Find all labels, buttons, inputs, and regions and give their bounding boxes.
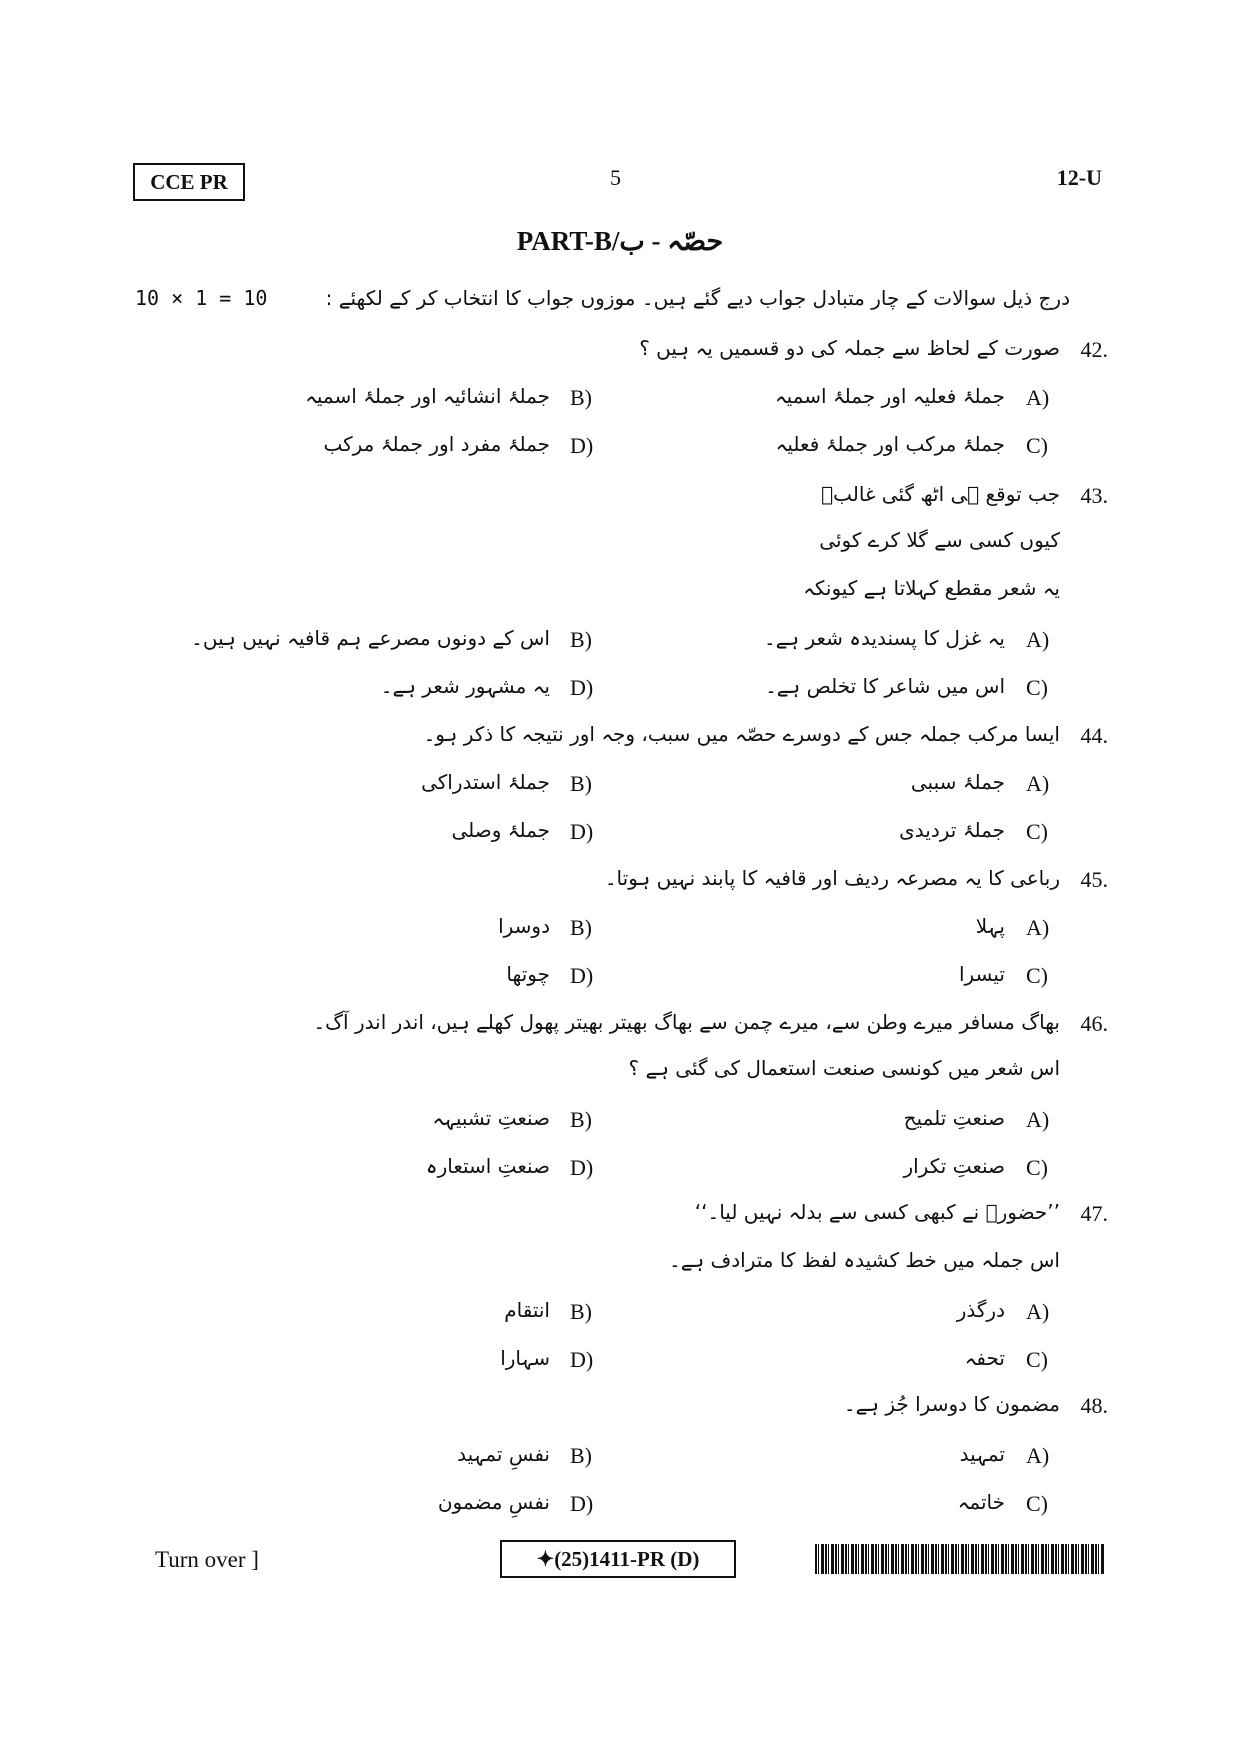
option-text: جملۂ فعلیہ اور جملۂ اسمیہ [774,384,1005,408]
option-letter: C) [1026,963,1048,988]
option-text: تیسرا [958,962,1005,986]
option-letter: A) [1026,915,1050,940]
option-text: سہارا [500,1346,550,1370]
question-number: 43. [1080,483,1108,508]
question-text: کیوں کسی سے گلا کرے کوئی [819,528,1060,552]
option-letter: D) [570,433,594,458]
option-text: صنعتِ استعارہ [425,1154,550,1178]
option-letter: B) [570,627,592,652]
option-text: جملۂ سببی [910,770,1005,794]
option-text: جملۂ مرکب اور جملۂ فعلیہ [775,432,1005,456]
option-text: انتقام [504,1298,550,1322]
question-text: یہ شعر مقطع کہلاتا ہے کیونکہ [803,576,1060,600]
option-letter: B) [570,1299,592,1324]
option-letter: A) [1026,1443,1050,1468]
question-number: 48. [1080,1393,1108,1418]
page-number: 5 [610,165,621,190]
option-letter: D) [570,675,594,700]
option-letter: A) [1026,385,1050,410]
option-letter: A) [1026,1107,1050,1132]
question-text: رباعی کا یہ مصرعہ ردیف اور قافیہ کا پابند نہیں ہوتا۔ [604,866,1060,890]
option-text: نفسِ مضمون [437,1490,550,1514]
option-text: درگذر [956,1298,1005,1322]
option-letter: C) [1026,819,1048,844]
option-letter: B) [570,385,592,410]
option-text: پہلا [975,914,1005,938]
option-text: جملۂ مفرد اور جملۂ مرکب [323,432,550,456]
option-letter: D) [570,1155,594,1180]
option-letter: C) [1026,1347,1048,1372]
part-title: PART-B/حصّہ - ب [516,226,724,256]
barcode-icon [815,1544,1105,1574]
question-number: 42. [1080,337,1108,362]
turn-over-note: Turn over ] [155,1547,259,1572]
option-letter: D) [570,963,594,988]
option-letter: C) [1026,433,1048,458]
option-text: جملۂ تردیدی [899,818,1005,842]
question-text: مضمون کا دوسرا جُز ہے۔ [843,1392,1060,1416]
option-text: دوسرا [498,914,550,938]
option-text: اس کے دونوں مصرعے ہم قافیہ نہیں ہیں۔ [191,626,550,650]
footer-code-box: ✦(25)1411-PR (D) [500,1540,736,1578]
option-text: یہ غزل کا پسندیدہ شعر ہے۔ [763,626,1005,650]
instruction: درج ذیل سوالات کے چار متبادل جواب دیے گئے ہیں۔ موزوں جواب کا انتخاب کر کے لکھئے : [325,286,1070,310]
question-text: اس شعر میں کونسی صنعت استعمال کی گئی ہے ؟ [628,1056,1060,1080]
option-text: صنعتِ تکرار [903,1154,1005,1178]
question-number: 45. [1080,867,1108,892]
option-letter: D) [570,1347,594,1372]
option-text: یہ مشہور شعر ہے۔ [380,674,550,698]
option-letter: A) [1026,1299,1050,1324]
subject-code: 12-U [1056,165,1102,190]
question-text: ایسا مرکب جملہ جس کے دوسرے حصّہ میں سبب، وجہ اور نتیجہ کا ذکر ہو۔ [423,722,1060,746]
option-letter: B) [570,1107,592,1132]
option-letter: C) [1026,675,1048,700]
option-text: صنعتِ تشبیہہ [432,1106,550,1130]
option-text: خاتمہ [957,1490,1005,1514]
option-text: صنعتِ تلمیح [903,1106,1005,1130]
option-text: اس میں شاعر کا تخلص ہے۔ [765,674,1005,698]
marks-allotment: 10 × 1 = 10 [135,286,268,310]
option-letter: C) [1026,1155,1048,1180]
question-number: 47. [1080,1201,1108,1226]
option-letter: B) [570,1443,592,1468]
option-text: جملۂ انشائیہ اور جملۂ اسمیہ [305,384,550,408]
option-letter: B) [570,915,592,940]
option-text: تمہید [959,1442,1005,1466]
option-text: نفسِ تمہید [457,1442,550,1466]
option-letter: A) [1026,627,1050,652]
question-text: ’’حضورؐ نے کبھی کسی سے بدلہ نہیں لیا۔‘‘ [694,1200,1060,1224]
option-letter: D) [570,1491,594,1516]
option-letter: A) [1026,771,1050,796]
question-number: 44. [1080,723,1108,748]
option-letter: B) [570,771,592,796]
paper-code-box: CCE PR [133,163,245,201]
question-text: صورت کے لحاظ سے جملہ کی دو قسمیں یہ ہیں ؟ [639,336,1060,360]
option-text: جملۂ وصلی [451,818,550,842]
option-text: تحفہ [964,1346,1005,1370]
question-number: 46. [1080,1011,1108,1036]
option-text: چوتھا [506,962,550,986]
option-letter: C) [1026,1491,1048,1516]
question-text: جب توقع ہی اٹھ گئی غالبؔ [821,482,1060,506]
option-letter: D) [570,819,594,844]
question-text: بھاگ مسافر میرے وطن سے، میرے چمن سے بھاگ بھیتر بھیتر پھول کھلے ہیں، اندر اندر آگ۔ [313,1010,1060,1034]
option-text: جملۂ استدراکی [421,770,550,794]
question-text: اس جملہ میں خط کشیدہ لفظ کا مترادف ہے۔ [669,1248,1060,1272]
